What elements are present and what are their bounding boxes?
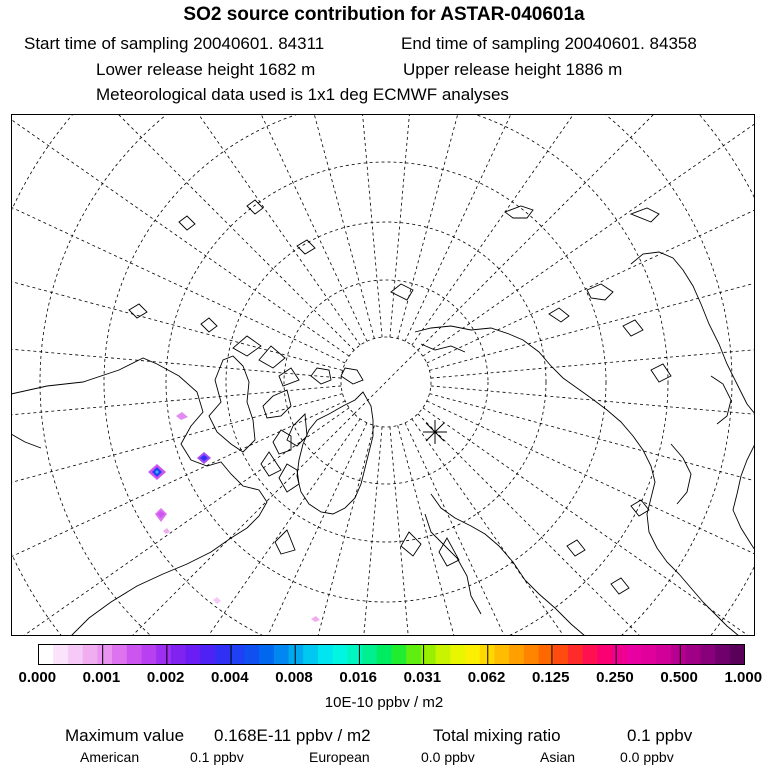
colorbar-label: 0.500 [660, 669, 698, 686]
source-asterisk-icon [423, 420, 447, 444]
colorbar-cell [377, 645, 392, 665]
colorbar-cell [186, 645, 201, 665]
colorbar-cell [333, 645, 348, 665]
colorbar-cell [539, 645, 554, 665]
colorbar-label: 0.002 [146, 669, 185, 686]
colorbar-cell [612, 645, 627, 665]
colorbar-cell [347, 645, 362, 665]
colorbar-label: 0.001 [82, 669, 121, 686]
asian-value: 0.0 ppbv [620, 749, 674, 765]
colorbar-cell [406, 645, 421, 665]
lower-release-text: Lower release height 1682 m [96, 60, 316, 79]
colorbar-cell [303, 645, 318, 665]
colorbar-cell [392, 645, 407, 665]
colorbar-cell [156, 645, 171, 665]
figure-title: SO2 source contribution for ASTAR-040601a [183, 4, 585, 25]
colorbar-cell [700, 645, 715, 665]
max-value: 0.168E-11 ppbv / m2 [214, 726, 371, 745]
colorbar-cell [230, 645, 245, 665]
colorbar-cell [112, 645, 127, 665]
colorbar-cell [200, 645, 215, 665]
colorbar-cell [730, 645, 745, 665]
colorbar-cell [509, 645, 524, 665]
colorbar-cell [583, 645, 598, 665]
colorbar [0, 640, 768, 670]
colorbar-cell [627, 645, 642, 665]
colorbar-cell [450, 645, 465, 665]
colorbar-label: 0.031 [403, 669, 442, 686]
colorbar-cell [244, 645, 259, 665]
colorbar-cell [671, 645, 686, 665]
colorbar-cell [436, 645, 451, 665]
colorbar-cell [494, 645, 509, 665]
colorbar-cell [524, 645, 539, 665]
colorbar-label: 0.250 [596, 669, 634, 686]
colorbar-cell [642, 645, 657, 665]
colorbar-unit: 10E-10 ppbv / m2 [324, 694, 444, 711]
colorbar-cell [83, 645, 98, 665]
colorbar-cell [686, 645, 701, 665]
met-data-text: Meteorological data used is 1x1 deg ECMWF analyses [96, 85, 509, 104]
european-value: 0.0 ppbv [421, 749, 475, 765]
end-time-text: End time of sampling 20040601. 84358 [401, 34, 697, 53]
colorbar-cell [97, 645, 112, 665]
colorbar-cell [259, 645, 274, 665]
polar-map [11, 114, 755, 636]
colorbar-label: 1.000 [724, 669, 763, 686]
colorbar-cell [215, 645, 230, 665]
colorbar-cell [53, 645, 68, 665]
european-label: European [309, 749, 370, 765]
asian-label: Asian [540, 749, 576, 765]
colorbar-cell [318, 645, 333, 665]
colorbar-cell [597, 645, 612, 665]
colorbar-label: 0.062 [467, 669, 506, 686]
american-label: American [80, 749, 140, 765]
colorbar-cell [568, 645, 583, 665]
colorbar-cell [715, 645, 730, 665]
colorbar-cell [656, 645, 671, 665]
max-value-label: Maximum value [65, 726, 185, 745]
colorbar-cell [465, 645, 480, 665]
colorbar-cell [274, 645, 289, 665]
colorbar-cell [289, 645, 304, 665]
colorbar-cell [68, 645, 83, 665]
colorbar-label: 0.125 [531, 669, 570, 686]
upper-release-text: Upper release height 1886 m [403, 60, 623, 79]
colorbar-cell [39, 645, 54, 665]
american-value: 0.1 ppbv [190, 749, 244, 765]
colorbar-cell [553, 645, 568, 665]
colorbar-label: 0.004 [211, 669, 249, 686]
start-time-text: Start time of sampling 20040601. 84311 [24, 34, 325, 53]
colorbar-cell [362, 645, 377, 665]
colorbar-label: 0.008 [275, 669, 313, 686]
colorbar-label: 0.016 [339, 669, 377, 686]
total-mixing-value: 0.1 ppbv [627, 726, 693, 745]
colorbar-cell [171, 645, 186, 665]
colorbar-label: 0.000 [18, 669, 57, 686]
colorbar-cell [141, 645, 156, 665]
map-frame [12, 115, 755, 636]
total-mixing-label: Total mixing ratio [433, 726, 561, 745]
colorbar-cell [127, 645, 142, 665]
